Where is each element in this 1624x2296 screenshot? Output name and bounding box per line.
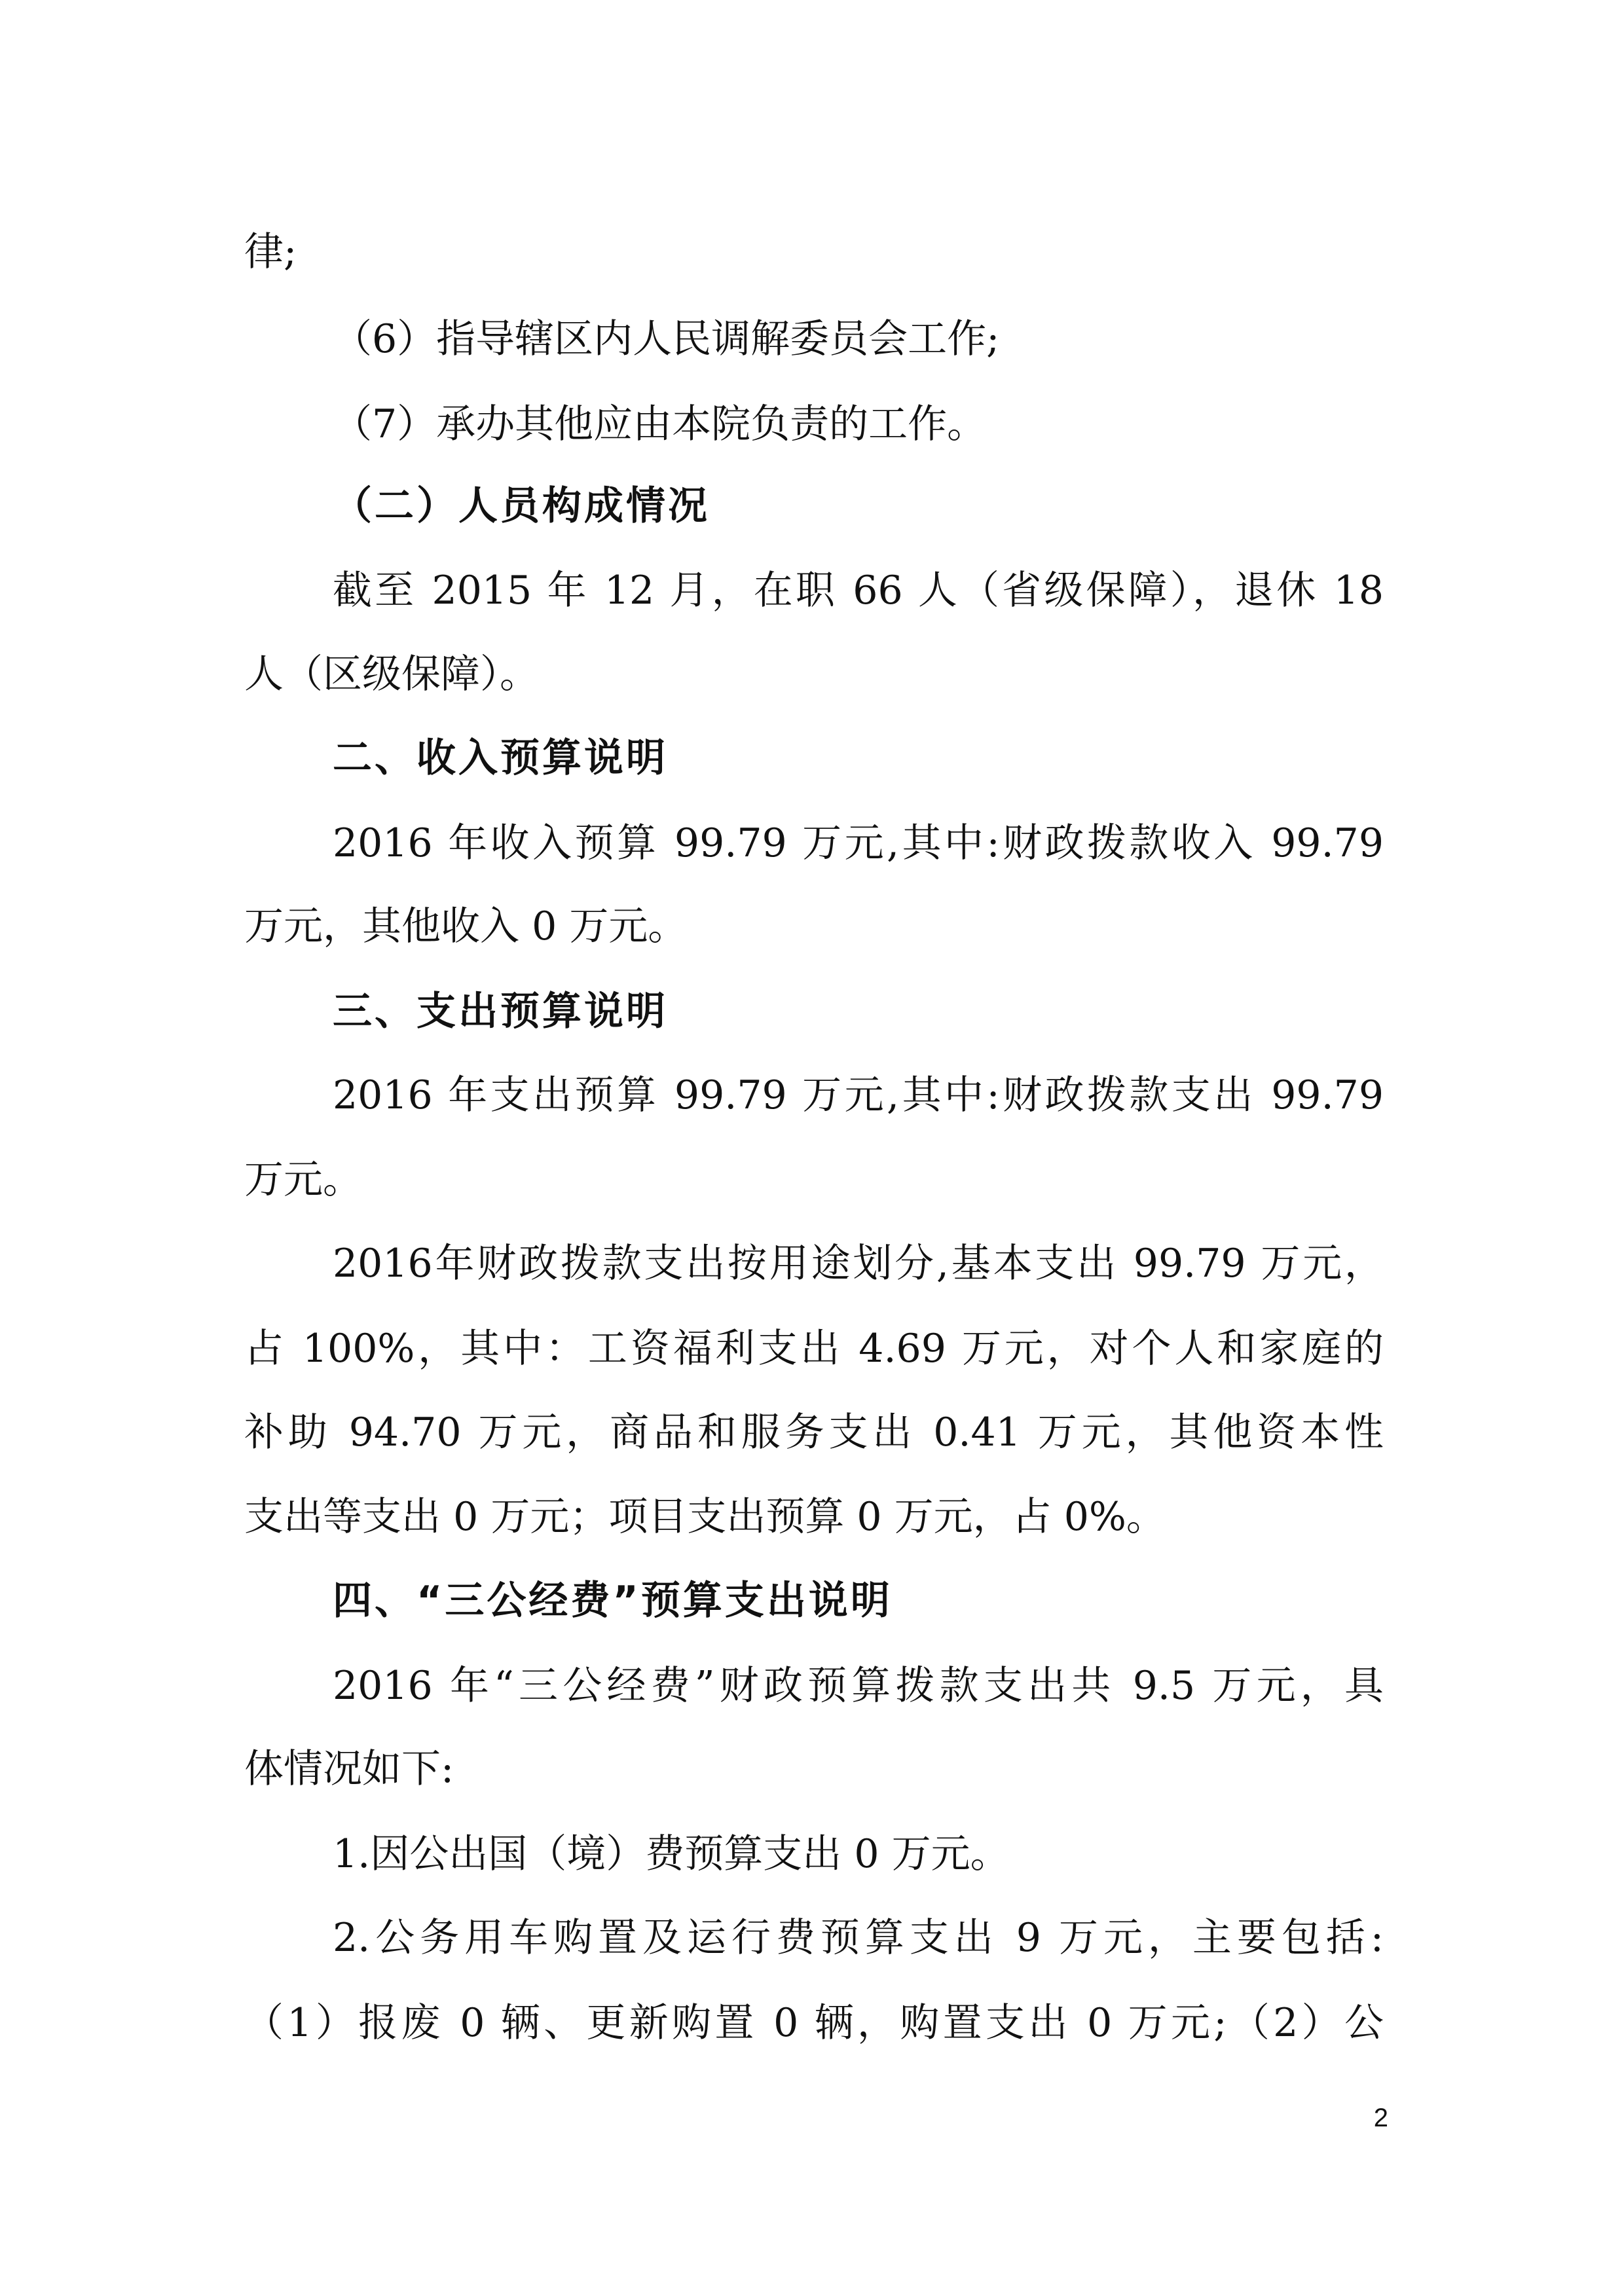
paragraph-line: 2016 年“三公经费”财政预算拨款支出共 9.5 万元，具	[333, 1663, 1384, 1709]
paragraph-line: 体情况如下:	[244, 1746, 454, 1792]
paragraph-line: 1.因公出国（境）费预算支出 0 万元。	[333, 1831, 1010, 1877]
paragraph-line: 律;	[244, 229, 297, 275]
page-number: 2	[1373, 2104, 1388, 2132]
paragraph-line: 占 100%，其中：工资福利支出 4.69 万元，对个人和家庭的	[244, 1326, 1384, 1372]
paragraph-line: 2016 年支出预算 99.79 万元,其中:财政拨款支出 99.79	[333, 1072, 1384, 1118]
paragraph-line: 2.公务用车购置及运行费预算支出 9 万元，主要包括:	[333, 1915, 1384, 1961]
section-heading: 四、“三公经费”预算支出说明	[333, 1578, 893, 1624]
paragraph-line: 补助 94.70 万元，商品和服务支出 0.41 万元，其他资本性	[244, 1410, 1384, 1455]
section-heading: 二、收入预算说明	[333, 735, 668, 781]
paragraph-line: 万元。	[244, 1157, 362, 1203]
section-heading: 三、支出预算说明	[333, 989, 668, 1034]
section-heading: （二）人员构成情况	[333, 483, 710, 529]
paragraph-line: （1）报废 0 辆、更新购置 0 辆，购置支出 0 万元;（2）公	[244, 2000, 1384, 2046]
paragraph-line: 2016年财政拨款支出按用途划分,基本支出 99.79 万元，	[333, 1241, 1384, 1286]
paragraph-line: 支出等支出 0 万元；项目支出预算 0 万元，占 0%。	[244, 1494, 1166, 1540]
paragraph-line: （7）承办其他应由本院负责的工作。	[333, 401, 987, 447]
paragraph-line: 万元，其他收入 0 万元。	[244, 903, 688, 949]
paragraph-line: 人（区级保障）。	[244, 651, 539, 697]
paragraph-line: 2016 年收入预算 99.79 万元,其中:财政拨款收入 99.79	[333, 820, 1384, 866]
paragraph-line: 截至 2015 年 12 月，在职 66 人（省级保障），退休 18	[333, 568, 1384, 613]
paragraph-line: （6）指导辖区内人民调解委员会工作;	[333, 316, 1000, 362]
